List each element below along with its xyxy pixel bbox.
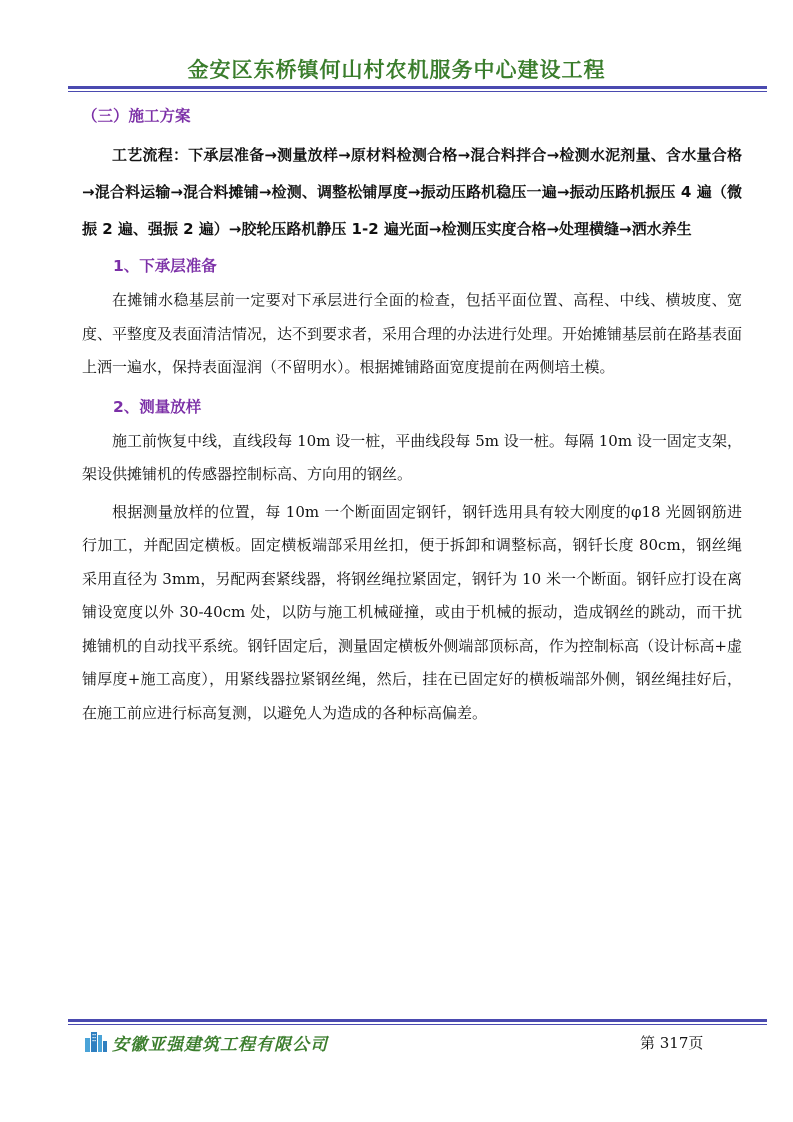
subsection-heading-2: 2、测量放样 xyxy=(113,397,202,416)
paragraph-survey-2: 根据测量放样的位置，每 10m 一个断面固定钢钎，钢钎选用具有较大刚度的φ18 光圆钢筋进行加工，并配固定横板。固定横板端部采用丝扣，便于拆卸和调整标高，钢钎长度 80cm，钢丝绳采用直径为 3mm，另配两套紧线器，将钢丝绳拉紧固定，钢钎为 10 米一个断面。钢钎应打设在离铺设宽度以外 30-40cm 处，以防与施工机械碰撞，或由于机械的振动，造成钢丝的跳动，而干扰摊铺机的自动找平系统。钢钎固定后，测量固定横板外侧端部顶标高，作为控制标高（设计标高+虚铺厚度+施工高度），用紧线器拉紧钢丝绳，然后，挂在已固定好的横板端部外侧，钢丝绳挂好后，在施工前应进行标高复测，以避免人为造成的各种标高偏差。 xyxy=(82,502,742,722)
footer-rule-thick xyxy=(68,1019,767,1022)
header-rule-thick xyxy=(68,86,767,89)
paragraph-base-prep: 在摊铺水稳基层前一定要对下承层进行全面的检查，包括平面位置、高程、中线、横坡度、宽度、平整度及表面清洁情况，达不到要求者，采用合理的办法进行处理。开始摊铺基层前在路基表面上洒一遍水，保持表面湿润（不留明水）。根据摊铺路面宽度提前在两侧培土模。 xyxy=(82,291,743,376)
process-flow-paragraph: 工艺流程：下承层准备→测量放样→原材料检测合格→混合料拌合→检测水泥剂量、含水量合格→混合料运输→混合料摊铺→检测、调整松铺厚度→振动压路机稳压一遍→振动压路机振压 4 遍（微振 2 遍、强振 2 遍）→胶轮压路机静压 1-2 遍光面→检测压实度合格→处理横缝→洒水养生 xyxy=(82,146,742,238)
section-heading: （三）施工方案 xyxy=(82,107,191,125)
building-logo-icon xyxy=(84,1030,108,1052)
footer-page-number: 第 317页 xyxy=(640,1034,704,1052)
document-body xyxy=(82,100,742,734)
header-rule-thin xyxy=(68,91,767,92)
paragraph-survey-1: 施工前恢复中线，直线段每 10m 设一桩，平曲线段每 5m 设一桩。每隔 10m 设一固定支架，架设供摊铺机的传感器控制标高、方向用的钢丝。 xyxy=(82,431,742,483)
subsection-heading-1: 1、下承层准备 xyxy=(113,257,217,275)
footer-company-name: 安徽亚强建筑工程有限公司 xyxy=(112,1035,328,1055)
footer-rule-thin xyxy=(68,1024,767,1025)
page-header-title: 金安区东桥镇何山村农机服务中心建设工程 xyxy=(187,58,606,82)
